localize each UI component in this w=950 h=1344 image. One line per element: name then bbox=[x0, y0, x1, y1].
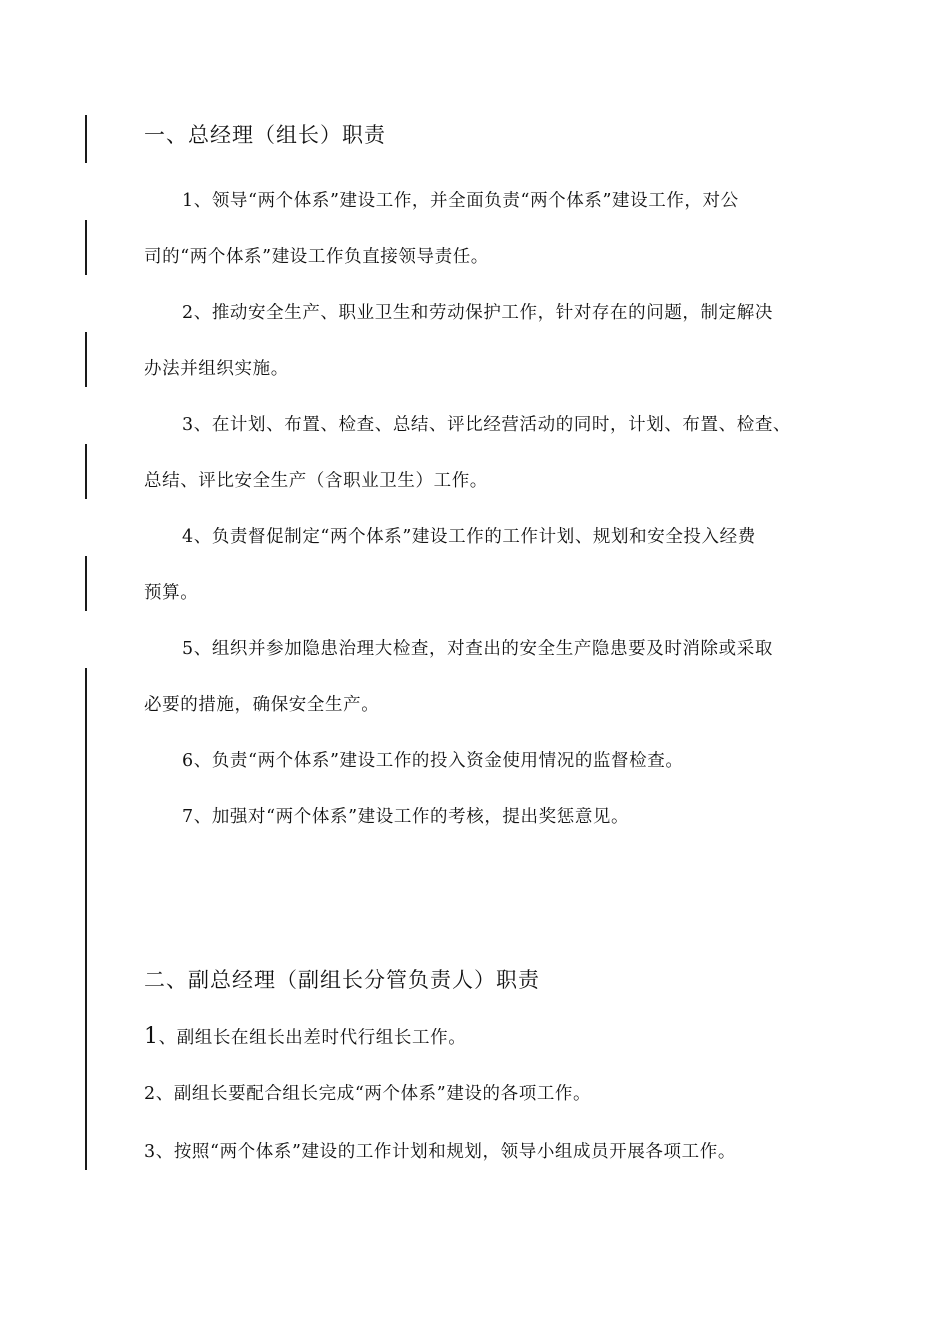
section2-item-3: 3、按照“两个体系”建设的工作计划和规划，领导小组成员开展各项工作。 bbox=[144, 1142, 736, 1162]
margin-bar bbox=[85, 668, 87, 1170]
item-2-line2: 办法并组织实施。 bbox=[144, 359, 289, 379]
section2-item-1-text: 、副组长在组长出差时代行组长工作。 bbox=[158, 1028, 467, 1048]
margin-bar bbox=[85, 332, 87, 387]
item-5-line2: 必要的措施，确保安全生产。 bbox=[144, 695, 380, 715]
item-6-line1: 6、负责“两个体系”建设工作的投入资金使用情况的监督检查。 bbox=[182, 751, 684, 771]
margin-bar bbox=[85, 220, 87, 275]
item-3-line1: 3、在计划、布置、检查、总结、评比经营活动的同时，计划、布置、检查、 bbox=[182, 415, 792, 435]
section2-heading: 二、副总经理（副组长分管负责人）职责 bbox=[144, 968, 540, 992]
item-5-line1: 5、组织并参加隐患治理大检查，对查出的安全生产隐患要及时消除或采取 bbox=[182, 639, 773, 659]
margin-bar bbox=[85, 444, 87, 499]
section2-item-1-number: 1 bbox=[144, 1024, 159, 1049]
section1-heading: 一、总经理（组长）职责 bbox=[144, 123, 386, 147]
section2-item-2: 2、副组长要配合组长完成“两个体系”建设的各项工作。 bbox=[144, 1084, 592, 1104]
item-4-line1: 4、负责督促制定“两个体系”建设工作的工作计划、规划和安全投入经费 bbox=[182, 527, 756, 547]
item-3-line2: 总结、评比安全生产（含职业卫生）工作。 bbox=[144, 471, 488, 491]
margin-bar bbox=[85, 556, 87, 611]
item-2-line1: 2、推动安全生产、职业卫生和劳动保护工作，针对存在的问题，制定解决 bbox=[182, 303, 773, 323]
item-7-line1: 7、加强对“两个体系”建设工作的考核，提出奖惩意见。 bbox=[182, 807, 630, 827]
item-1-line1: 1、领导“两个体系”建设工作，并全面负责“两个体系”建设工作，对公 bbox=[182, 191, 739, 211]
item-1-line2: 司的“两个体系”建设工作负直接领导责任。 bbox=[144, 247, 489, 267]
section2-item-1 bbox=[144, 1025, 466, 1050]
item-4-line2: 预算。 bbox=[144, 583, 199, 603]
margin-bar bbox=[85, 115, 87, 163]
